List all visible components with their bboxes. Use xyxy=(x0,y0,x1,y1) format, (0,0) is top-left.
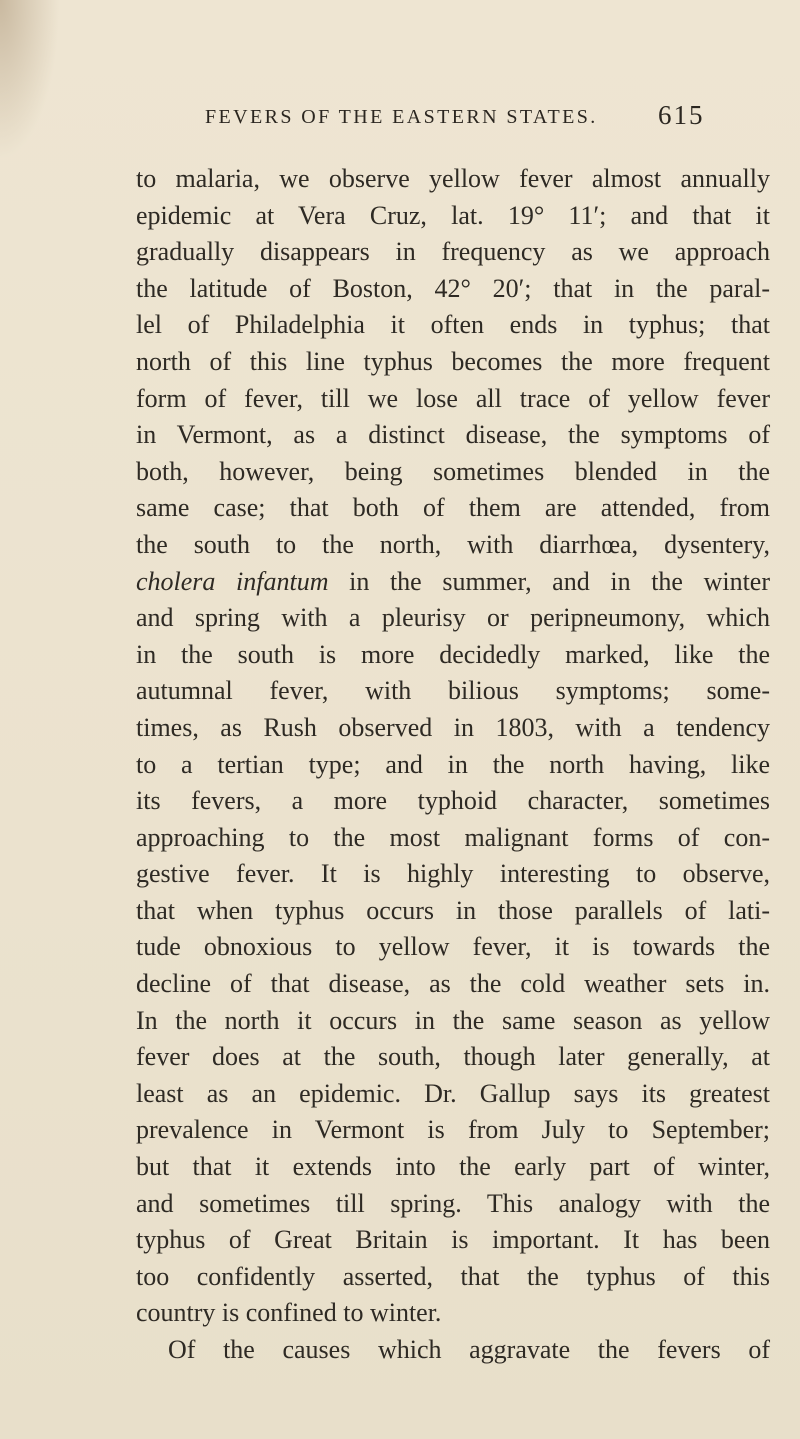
text-line: to a tertian type; and in the north having, like xyxy=(136,749,770,779)
next-paragraph-first-line: Of the causes which aggravate the fevers of xyxy=(168,1335,770,1364)
page-edge-shadow xyxy=(0,0,60,160)
text-line: prevalence in Vermont is from July to September; xyxy=(136,1115,770,1145)
text-line-with-italic xyxy=(136,564,770,601)
text-line: in Vermont, as a distinct disease, the symptoms of xyxy=(136,420,770,450)
text-line: typhus of Great Britain is important. It has been xyxy=(136,1225,770,1255)
text-line: same case; that both of them are attended, from xyxy=(136,493,770,523)
text-line: and sometimes till spring. This analogy with the xyxy=(136,1188,770,1218)
text-line: gestive fever. It is highly interesting to observe, xyxy=(136,859,770,889)
text-line: the south to the north, with diarrhœa, dysentery, xyxy=(136,529,770,559)
text-line: to malaria, we observe yellow fever almost annually xyxy=(136,164,770,193)
text-line: its fevers, a more typhoid character, sometimes xyxy=(136,786,770,816)
text-line: approaching to the most malignant forms of con- xyxy=(136,822,770,852)
text-line: least as an epidemic. Dr. Gallup says its greatest xyxy=(136,1078,770,1108)
text-line: form of fever, till we lose all trace of yellow fever xyxy=(136,383,770,413)
body-text xyxy=(136,161,770,1369)
text-line: north of this line typhus becomes the more frequent xyxy=(136,346,770,376)
text-line: autumnal fever, with bilious symptoms; some- xyxy=(136,676,770,706)
text-line: that when typhus occurs in those parallels of lati- xyxy=(136,895,770,925)
text-line: tude obnoxious to yellow fever, it is towards the xyxy=(136,932,770,962)
text-line: In the north it occurs in the same season as yellow xyxy=(136,1005,770,1035)
text-line: lel of Philadelphia it often ends in typhus; that xyxy=(136,310,770,340)
text-line: epidemic at Vera Cruz, lat. 19° 11′; and that it xyxy=(136,200,770,230)
paragraph-end-line: country is confined to winter. xyxy=(136,1298,442,1328)
text-line: and spring with a pleurisy or peripneumony, which xyxy=(136,603,770,633)
text-line: the latitude of Boston, 42° 20′; that in the paral- xyxy=(136,273,770,303)
text-line: times, as Rush observed in 1803, with a tendency xyxy=(136,712,770,742)
text-line: but that it extends into the early part of winter, xyxy=(136,1152,770,1182)
running-head-title: FEVERS OF THE EASTERN STATES. xyxy=(205,106,598,128)
page-number: 615 xyxy=(658,100,705,130)
italic-phrase: cholera infantum xyxy=(136,566,329,596)
text-line: decline of that disease, as the cold weather sets in. xyxy=(136,969,770,999)
text-line: in the south is more decidedly marked, like the xyxy=(136,639,770,669)
line-remainder: in the summer, and in the winter xyxy=(328,566,770,596)
text-line: fever does at the south, though later generally, at xyxy=(136,1042,770,1072)
text-line: gradually disappears in frequency as we approach xyxy=(136,237,770,267)
text-line: too confidently asserted, that the typhus of this xyxy=(136,1261,770,1291)
text-line: both, however, being sometimes blended in the xyxy=(136,456,770,486)
